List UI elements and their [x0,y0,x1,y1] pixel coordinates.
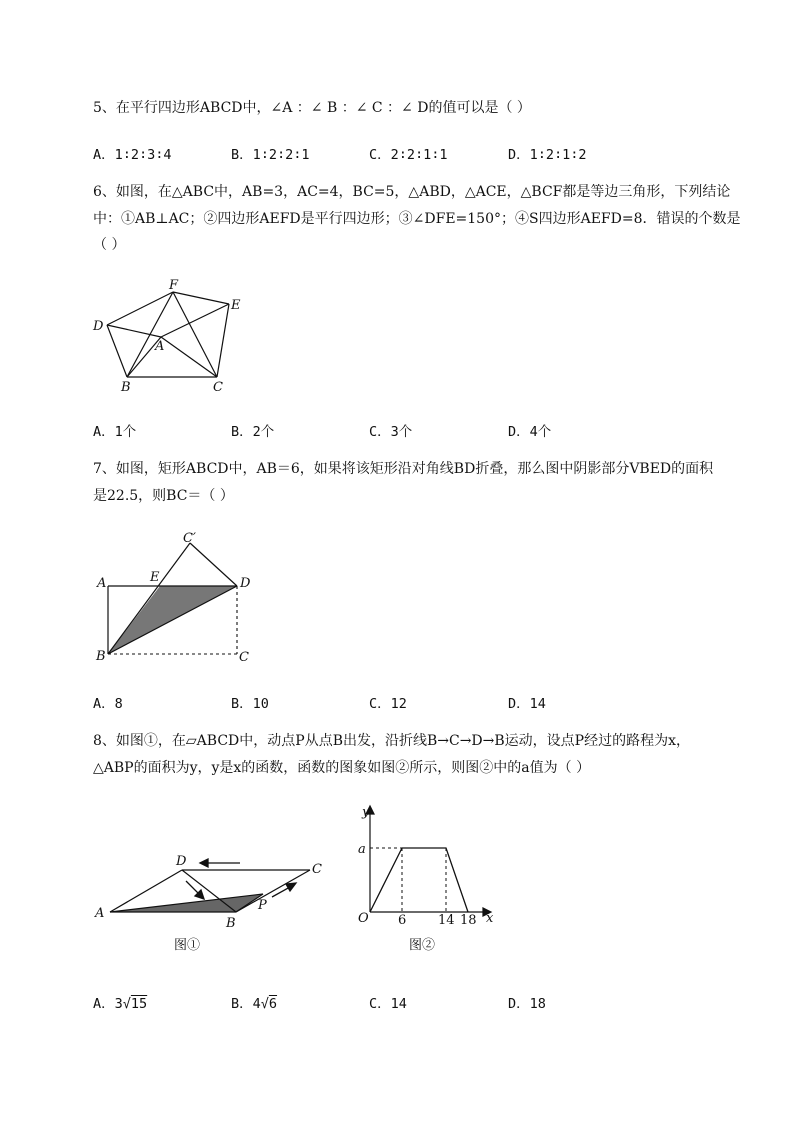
q7-label-e: E [150,570,160,585]
q5-option-c: C．2∶2∶1∶1 [369,147,448,163]
q6-stem-line3: （ ） [93,237,126,253]
q8-option-b-radicand: 6 [268,996,278,1012]
q7-label-b: B [96,649,106,664]
q8-option-c: C．14 [369,996,407,1012]
q8-option-a-radicand: 15 [130,996,148,1012]
q8-stem-line1: 8、如图①，在▱ABCD中，动点P从点B出发，沿折线B→C→D→B运动，设点P经过的路程为x， [93,733,690,749]
q6-label-c: C [213,380,223,395]
q8-fig1-label-p: P [258,898,267,913]
q6-stem-line1: 6、如图，在△ABC中，AB=3，AC=4，BC=5，△ABD，△ACE，△BCF都是等边三角形，下列结论 [93,184,731,200]
q7-label-c-prime: C′ [183,531,196,546]
q5-option-a: A．1∶2∶3∶4 [93,147,172,163]
q6-label-e: E [231,298,241,313]
q6-label-a: A [155,339,165,354]
q5-stem: 5、在平行四边形ABCD中，∠A ：∠ B ：∠ C ：∠ D的值可以是（ ） [93,100,531,116]
q8-fig1-label-b: B [226,916,236,931]
q7-figure [90,530,265,669]
q8-fig2-label-o: O [358,911,369,926]
q7-label-d: D [240,576,251,591]
q6-label-d: D [93,319,104,334]
q7-stem-line2: 是22.5，则BC＝（ ） [93,488,234,504]
q8-fig2-tick-14: 14 [438,913,455,928]
q8-fig1-label-d: D [176,854,187,869]
q6-option-d: D．4个 [508,424,552,440]
q8-option-a: A．3√15 [93,996,148,1012]
q6-label-b: B [121,380,131,395]
q6-option-c: C．3个 [369,424,413,440]
q7-option-c: C．12 [369,696,407,712]
q6-option-a: A．1个 [93,424,137,440]
q8-fig1-label-a: A [95,906,105,921]
q8-fig2-label-y: y [362,805,370,820]
q8-option-b-prefix: B．4 [231,996,261,1012]
q7-stem-line1: 7、如图，矩形ABCD中，AB＝6，如果将该矩形沿对角线BD折叠，那么图中阴影部分VBED的面积 [93,461,714,477]
q5-option-b: B．1∶2∶2∶1 [231,147,310,163]
q8-option-d: D．18 [508,996,546,1012]
q8-fig2-tick-6: 6 [398,913,407,928]
q7-label-c: C [239,650,249,665]
q8-figure-1-caption: 图① [174,938,201,953]
q8-figure-2-caption: 图② [409,938,436,953]
q7-option-b: B．10 [231,696,269,712]
q6-stem-line2: 中：①AB⊥AC；②四边形AEFD是平行四边形；③∠DFE=150°；④S四边形AEFD=8．错误的个数是 [93,211,741,227]
q6-option-b: B．2个 [231,424,275,440]
q6-label-f: F [169,278,179,293]
q7-label-a: A [97,576,107,591]
q7-option-d: D．14 [508,696,546,712]
q8-figure-1 [90,845,330,959]
q7-option-a: A．8 [93,696,123,712]
q5-option-d: D．1∶2∶1∶2 [508,147,587,163]
q8-option-a-prefix: A．3 [93,996,123,1012]
q8-option-b: B．4√6 [231,996,278,1012]
q8-fig2-tick-18: 18 [460,913,477,928]
q8-fig2-label-a: a [358,842,366,857]
q8-stem-line2: △ABP的面积为y，y是x的函数，函数的图象如图②所示，则图②中的a值为（ ） [93,760,591,776]
q8-figure-2 [352,800,502,934]
q6-figure [85,275,255,399]
q8-fig1-label-c: C [312,862,322,877]
q8-fig2-label-x: x [486,911,494,926]
